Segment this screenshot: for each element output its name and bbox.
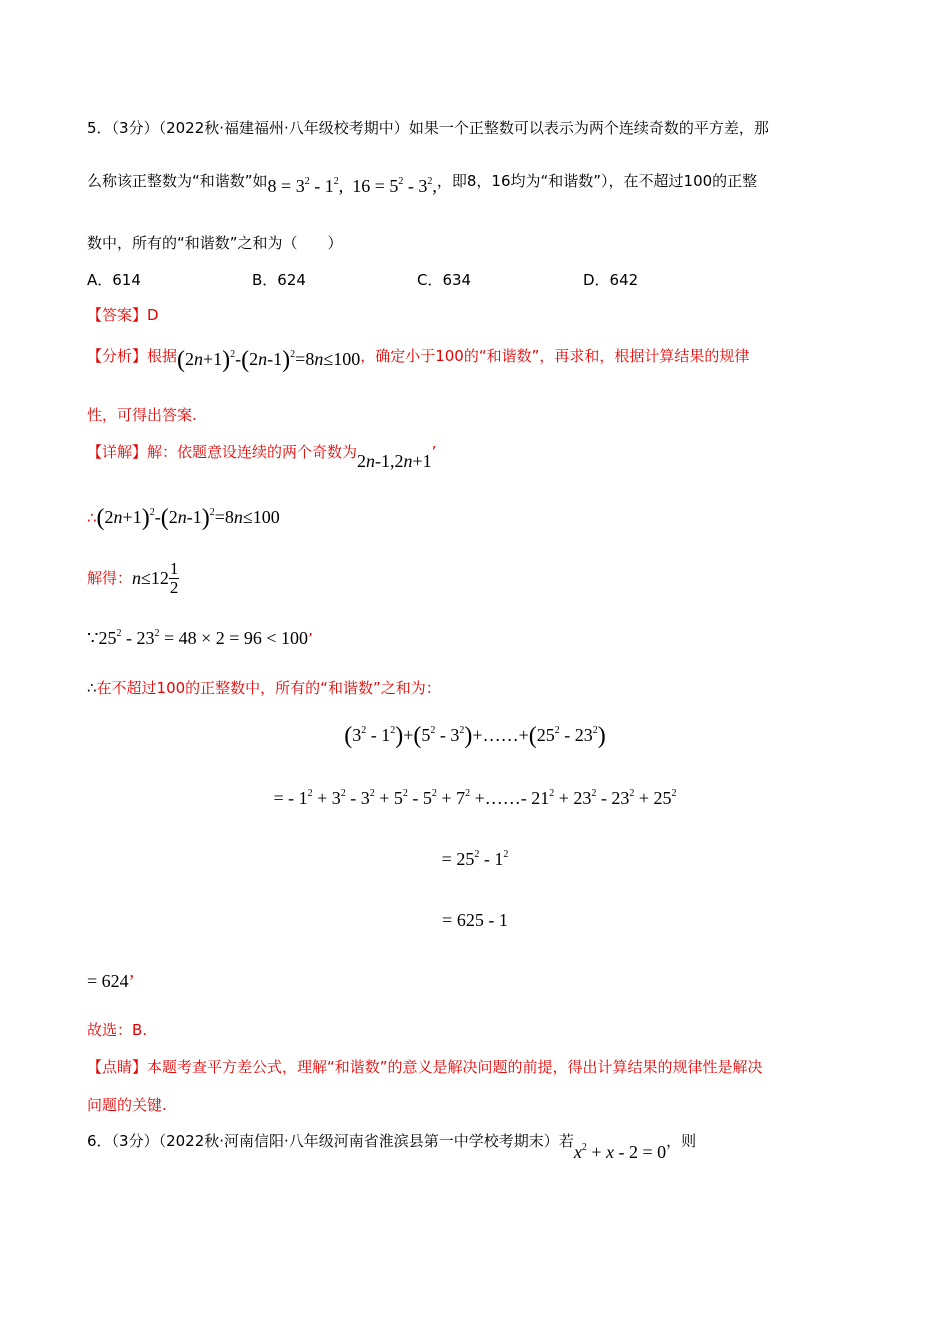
q5-simplified-expression: = $25^2 - 1^2$: [441, 849, 509, 869]
q5-solve-label: 解得：: [87, 569, 133, 587]
q5-therefore-text: 在不超过100的正整数中，所有的“和谐数”之和为：: [96, 679, 441, 697]
q5-answer: 【答案】D: [87, 306, 159, 324]
q5-result: = 624’: [87, 971, 135, 991]
q6-score: （3分）: [111, 1132, 159, 1150]
therefore-symbol-2: ∴: [87, 679, 97, 697]
q5-analysis-text-2: 性，可得出答案.: [87, 406, 197, 424]
q6-source: （2022秋·河南信阳·八年级河南省淮滨县第一中学校考期末）: [158, 1132, 559, 1150]
q6-equation: $x^2 + x - 2 = 0$: [573, 1142, 667, 1162]
q5-option-b: B．624: [252, 271, 306, 289]
q5-example-formula: $8 = 3^2 - 1^2$, $16 = 5^2 - 3^2$,: [267, 176, 437, 196]
q5-option-c: C．634: [417, 271, 472, 289]
q5-comment-2: 问题的关键.: [87, 1096, 167, 1114]
q6-stem-end: ，则: [666, 1132, 697, 1150]
q5-line-1: [87, 117, 769, 138]
q5-option-d: D．642: [583, 271, 639, 289]
q5-half-fraction: $\frac{1}{2}$: [169, 559, 179, 597]
q5-stem-1: 如果一个正整数可以表示为两个连续奇数的平方差，那: [408, 119, 769, 137]
q5-option-a: A．614: [87, 271, 141, 289]
q5-stem-2a: 么称该正整数为“和谐数”如: [87, 172, 268, 190]
q5-stem-2b: ，即8，16均为“和谐数”），在不超过100的正整: [436, 172, 758, 190]
q6-number: 6．: [87, 1132, 112, 1150]
q5-odd-numbers-formula: 2n-1,2n+1: [357, 451, 432, 471]
q5-line-2: [87, 170, 758, 196]
q5-because-formula: $\because 25^2 - 23^2 = 48 \times 2 = 96 < 100$: [87, 628, 309, 648]
q5-comment: 【点睛】本题考查平方差公式，理解“和谐数”的意义是解决问题的前提，得出计算结果的规律性是解决: [87, 1058, 763, 1076]
therefore-symbol: ∴: [87, 509, 97, 527]
q5-solve-line: [87, 560, 179, 597]
q5-choice: 故选：B.: [87, 1021, 148, 1039]
q5-stem-3: 数中，所有的“和谐数”之和为（ ）: [87, 234, 343, 252]
q5-step-1-formula: $(2n+1)^2-(2n-1)^2=8n\le 100$: [96, 505, 280, 531]
q5-number: 5．: [87, 119, 112, 137]
q5-solve-formula: n≤12: [132, 568, 169, 588]
q6-stem-1: 若: [558, 1132, 574, 1150]
q5-analysis-formula: $(2n+1)^2-(2n-1)^2=8n\le 100$: [177, 347, 361, 373]
q5-analysis-line-1: [87, 343, 750, 373]
q5-detail-line: 【详解】解：依题意设连续的两个奇数为2n-1,2n+1’: [87, 443, 437, 471]
q5-therefore-2: [87, 677, 441, 698]
q5-analysis-label: 【分析】根据: [87, 347, 178, 365]
q5-detail-label: 【详解】解：依题意设连续的两个奇数为: [87, 443, 358, 461]
q5-because-line: $\because 25^2 - 23^2 = 48 \times 2 = 96 < 100$’: [87, 628, 313, 648]
q5-source: （2022秋·福建福州·八年级校考期中）: [158, 119, 409, 137]
q5-expanded-expression: = - $1^2 + 3^2 - 3^2 + 5^2 - 5^2 + 7^2$ +……- $21^2 + 23^2 - 23^2 + 25^2$: [273, 788, 677, 808]
q5-sum-expression: $(3^2 - 1^2)+(5^2$ - $3^2)+\dots\dots+(25^2 - 23^2)$: [344, 723, 606, 749]
q5-numeric-expression: = 625 - 1: [442, 910, 508, 930]
q5-therefore-1: [87, 505, 280, 532]
q5-analysis-text: ，确定小于100的“和谐数”，再求和，根据计算结果的规律: [360, 347, 750, 365]
q5-score: （3分）: [111, 119, 159, 137]
q6-line-1: [87, 1130, 697, 1162]
